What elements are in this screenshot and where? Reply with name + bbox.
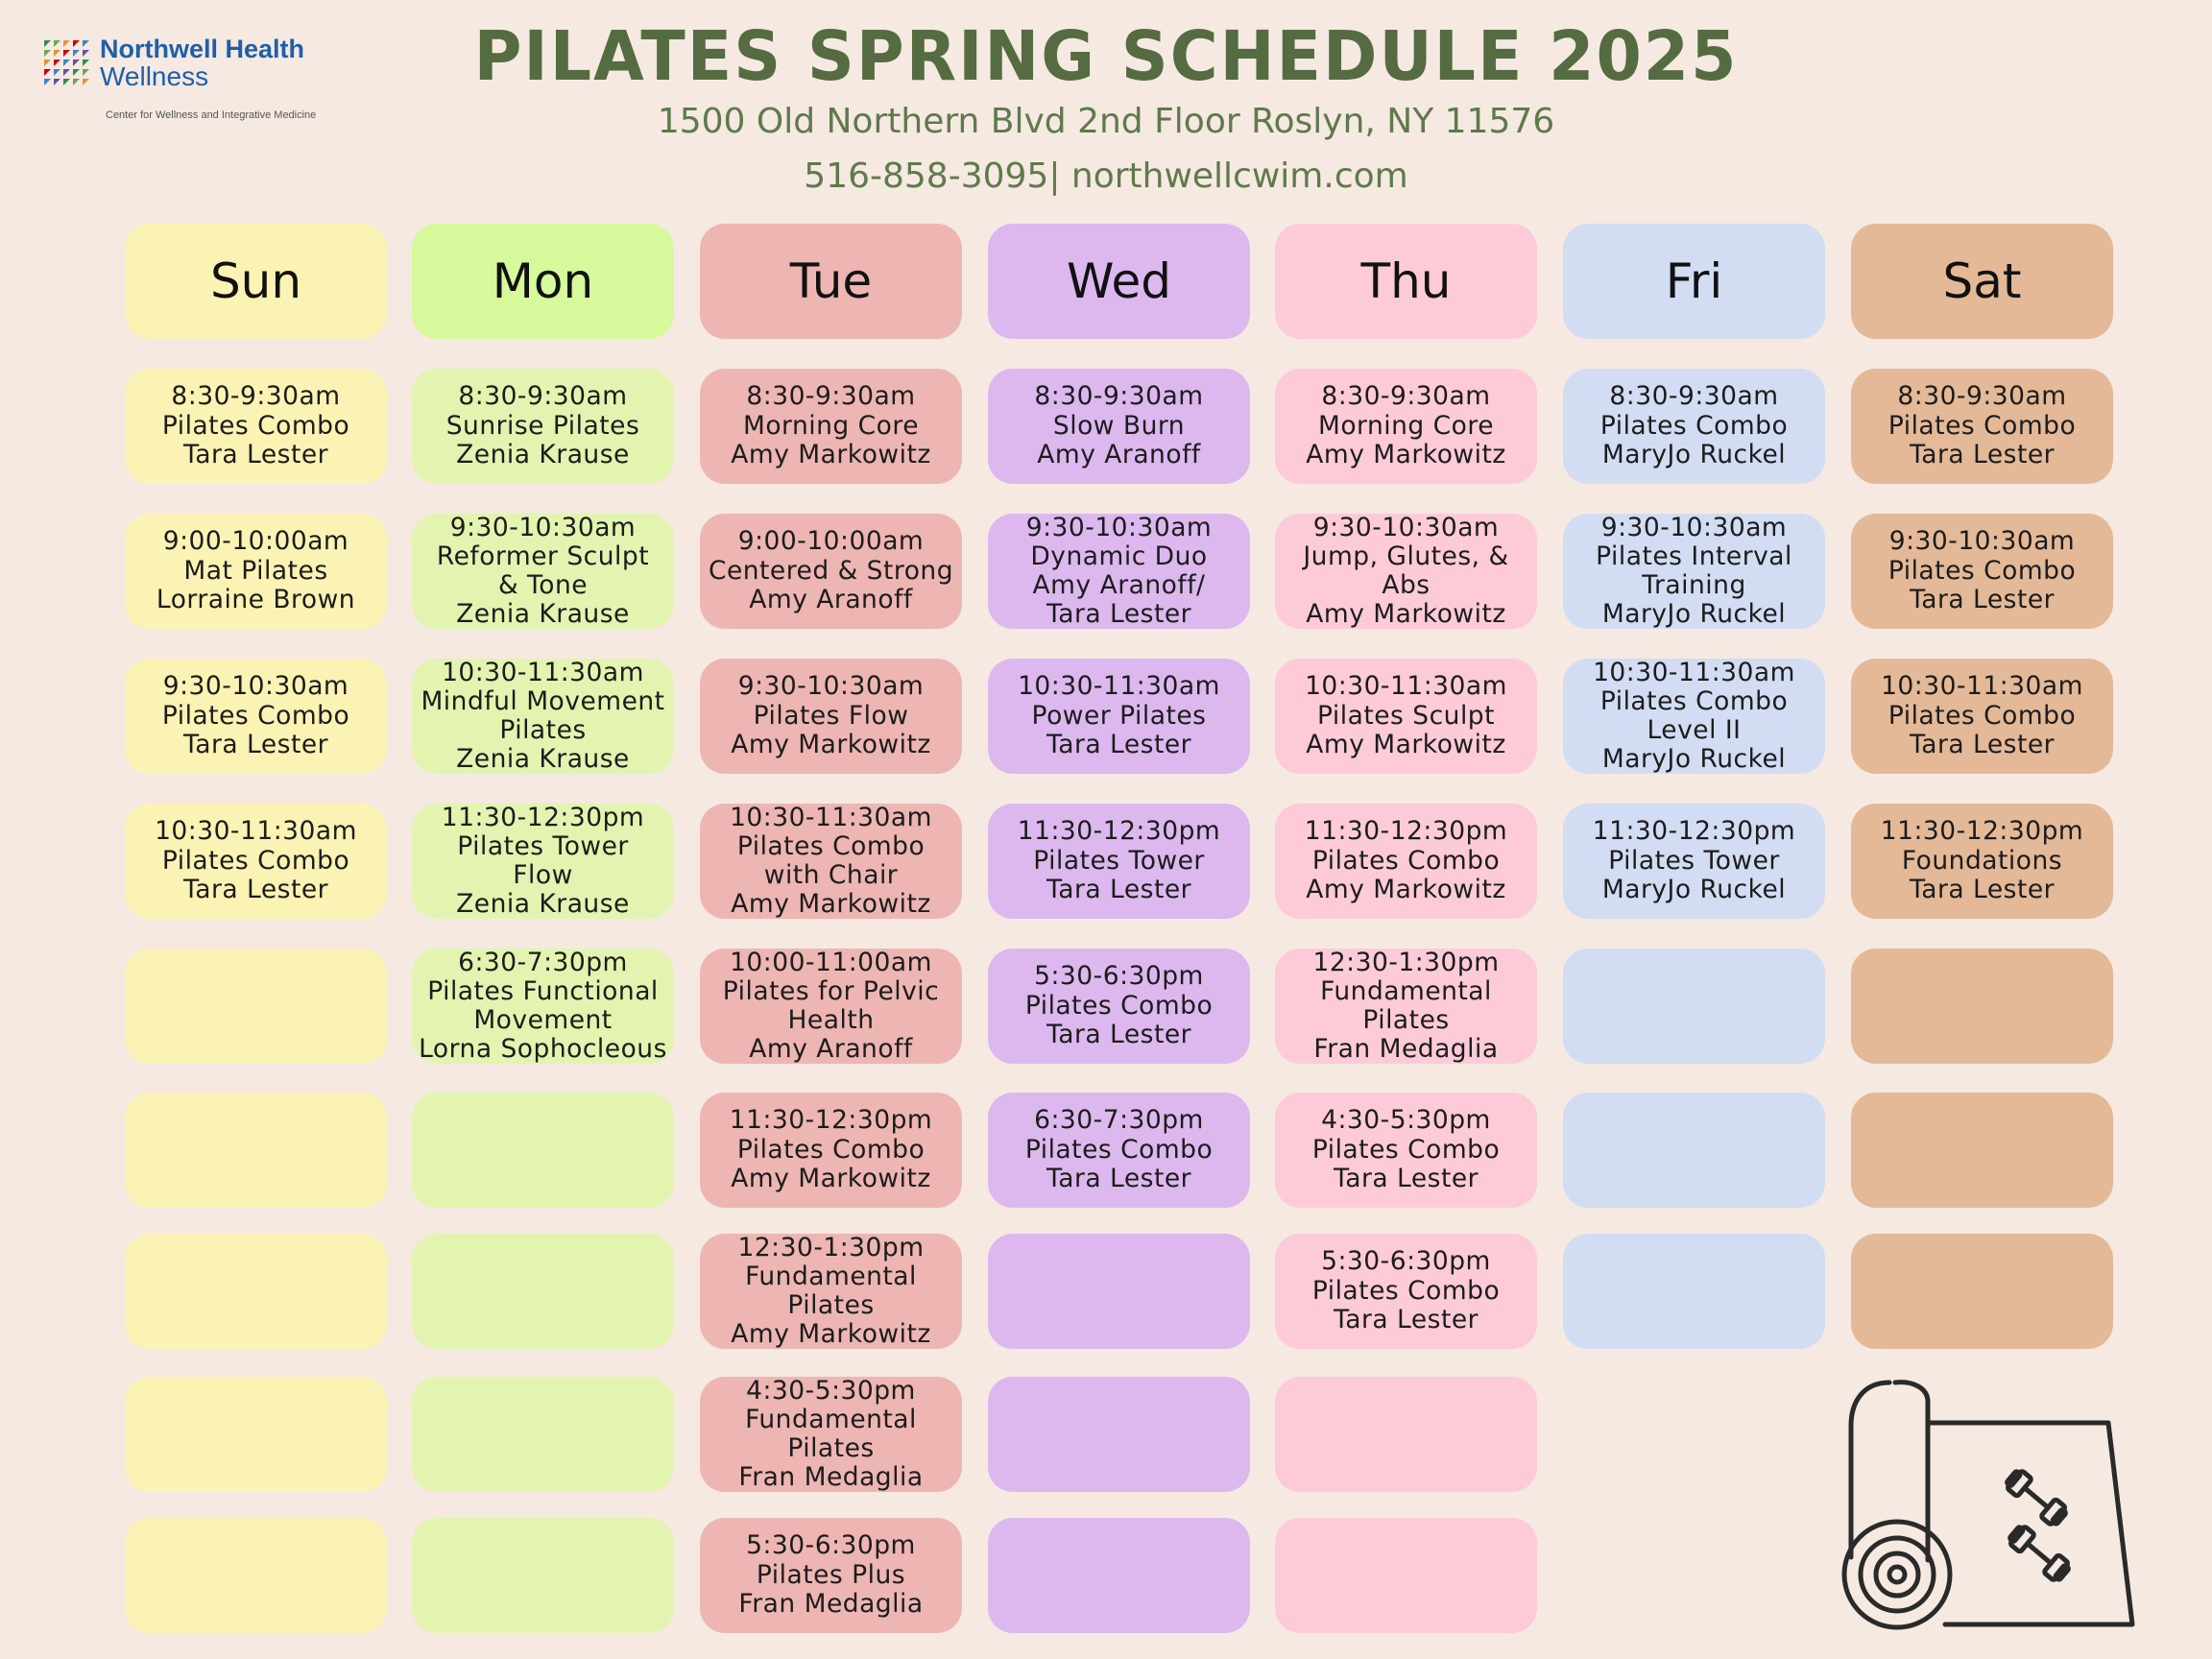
class-slot bbox=[412, 659, 674, 774]
class-instructor: Lorna Sophocleous bbox=[419, 1034, 667, 1064]
class-time: 12:30-1:30pm bbox=[737, 1234, 925, 1262]
class-name: Slow Burn bbox=[1052, 410, 1186, 441]
class-slot bbox=[1563, 804, 1825, 919]
class-name: Pilates Combo bbox=[1599, 410, 1789, 441]
class-name: Pilates Tower bbox=[457, 831, 629, 861]
class-time: 10:30-11:30am bbox=[1018, 671, 1220, 702]
class-slot bbox=[125, 514, 387, 629]
class-name: Reformer Sculpt bbox=[436, 541, 650, 571]
class-slot bbox=[1851, 659, 2113, 774]
class-name: Pilates Plus bbox=[756, 1559, 906, 1590]
class-slot bbox=[988, 804, 1250, 919]
class-instructor: Amy Markowitz bbox=[1306, 599, 1506, 629]
class-name: Centered & Strong bbox=[708, 555, 954, 586]
class-name: Fundamental bbox=[745, 1262, 917, 1291]
class-slot bbox=[412, 369, 674, 484]
contact: 516-858-3095| northwellcwim.com bbox=[804, 156, 1408, 196]
class-time: 10:30-11:30am bbox=[155, 816, 357, 847]
class-name: Pilates bbox=[787, 1433, 875, 1463]
class-name: Fundamental bbox=[745, 1405, 917, 1434]
class-time: 4:30-5:30pm bbox=[746, 1377, 916, 1406]
class-name: Mat Pilates bbox=[183, 555, 328, 586]
empty-slot bbox=[125, 949, 387, 1064]
class-name: Pilates Sculpt bbox=[1316, 700, 1496, 731]
class-name: Pilates Combo bbox=[1024, 990, 1214, 1021]
empty-slot bbox=[125, 1234, 387, 1349]
class-name: Pilates Tower bbox=[1608, 845, 1780, 876]
class-instructor: Tara Lester bbox=[182, 730, 329, 760]
class-name: Pilates Interval bbox=[1596, 541, 1792, 571]
class-name: Fundamental bbox=[1320, 976, 1492, 1006]
class-time: 9:30-10:30am bbox=[737, 671, 925, 702]
class-instructor: Zenia Krause bbox=[456, 599, 630, 629]
class-instructor: Zenia Krause bbox=[456, 440, 630, 470]
class-instructor: Amy Markowitz bbox=[731, 889, 931, 919]
class-slot bbox=[700, 514, 962, 629]
class-slot bbox=[700, 949, 962, 1064]
empty-slot bbox=[412, 1234, 674, 1349]
class-time: 8:30-9:30am bbox=[1034, 381, 1204, 412]
class-time: 11:30-12:30pm bbox=[1017, 816, 1221, 847]
class-slot bbox=[1563, 659, 1825, 774]
class-time: 9:30-10:30am bbox=[162, 671, 349, 702]
logo-line1: Northwell Health bbox=[100, 35, 305, 63]
logo-tagline: Center for Wellness and Integrative Medicine bbox=[106, 109, 317, 121]
class-instructor: Tara Lester bbox=[1333, 1305, 1479, 1335]
class-instructor: Zenia Krause bbox=[456, 744, 630, 774]
class-time: 12:30-1:30pm bbox=[1312, 949, 1500, 977]
class-name: Morning Core bbox=[1317, 410, 1495, 441]
class-slot bbox=[125, 659, 387, 774]
class-name: Pilates Combo bbox=[1311, 1134, 1501, 1165]
class-name: Pilates Combo bbox=[1887, 555, 2077, 586]
class-instructor: Fran Medaglia bbox=[738, 1462, 924, 1492]
day-header-sat: Sat bbox=[1851, 224, 2113, 339]
class-name: Level II bbox=[1647, 715, 1742, 745]
class-instructor: Tara Lester bbox=[1909, 585, 2056, 615]
class-name: Dynamic Duo bbox=[1030, 541, 1208, 571]
class-slot bbox=[1851, 804, 2113, 919]
class-instructor: Tara Lester bbox=[1046, 1020, 1192, 1050]
class-time: 9:00-10:00am bbox=[162, 526, 349, 557]
class-time: 9:30-10:30am bbox=[1025, 514, 1213, 542]
class-instructor: Zenia Krause bbox=[456, 889, 630, 919]
day-header-fri: Fri bbox=[1563, 224, 1825, 339]
class-slot bbox=[412, 514, 674, 629]
class-instructor: Amy Aranoff bbox=[1037, 440, 1201, 470]
class-instructor: Tara Lester bbox=[182, 440, 329, 470]
class-instructor: Amy Aranoff bbox=[749, 1034, 913, 1064]
class-time: 10:30-11:30am bbox=[1593, 659, 1795, 687]
class-time: 9:30-10:30am bbox=[1312, 514, 1500, 542]
class-name: Pilates Combo bbox=[161, 700, 350, 731]
class-name: Pilates Combo bbox=[736, 831, 926, 861]
class-name: Training bbox=[1642, 570, 1746, 600]
class-instructor: Tara Lester bbox=[1909, 875, 2056, 905]
class-slot bbox=[700, 369, 962, 484]
class-time: 5:30-6:30pm bbox=[1321, 1246, 1491, 1277]
empty-slot bbox=[1851, 949, 2113, 1064]
class-slot bbox=[412, 804, 674, 919]
class-name: Pilates bbox=[1362, 1005, 1450, 1035]
class-slot bbox=[1275, 514, 1537, 629]
class-time: 9:30-10:30am bbox=[1888, 526, 2076, 557]
class-instructor: Amy Markowitz bbox=[731, 730, 931, 760]
day-header-wed: Wed bbox=[988, 224, 1250, 339]
class-slot bbox=[1275, 1234, 1537, 1349]
class-name: Pilates Combo bbox=[1311, 845, 1501, 876]
empty-slot bbox=[1275, 1518, 1537, 1633]
class-time: 11:30-12:30pm bbox=[729, 1105, 933, 1136]
class-slot bbox=[1275, 1093, 1537, 1208]
empty-slot bbox=[1563, 1093, 1825, 1208]
class-slot bbox=[988, 659, 1250, 774]
class-name: Pilates Combo bbox=[1599, 686, 1789, 716]
class-slot bbox=[988, 949, 1250, 1064]
class-time: 9:30-10:30am bbox=[449, 514, 637, 542]
empty-slot bbox=[1563, 949, 1825, 1064]
class-time: 11:30-12:30pm bbox=[1592, 816, 1796, 847]
class-slot bbox=[988, 369, 1250, 484]
class-instructor: Tara Lester bbox=[1046, 730, 1192, 760]
empty-slot bbox=[125, 1518, 387, 1633]
class-time: 8:30-9:30am bbox=[1609, 381, 1779, 412]
class-slot bbox=[700, 1234, 962, 1349]
class-name: & Tone bbox=[497, 570, 589, 600]
class-slot bbox=[988, 514, 1250, 629]
class-instructor: Tara Lester bbox=[182, 875, 329, 905]
empty-slot bbox=[1563, 1234, 1825, 1349]
class-slot bbox=[125, 804, 387, 919]
class-time: 8:30-9:30am bbox=[171, 381, 341, 412]
class-time: 6:30-7:30pm bbox=[1034, 1105, 1204, 1136]
class-instructor: Amy Markowitz bbox=[1306, 440, 1506, 470]
class-name: Pilates Combo bbox=[736, 1134, 926, 1165]
empty-slot bbox=[1851, 1234, 2113, 1349]
class-instructor: Amy Markowitz bbox=[731, 1319, 931, 1349]
class-name: Sunrise Pilates bbox=[445, 410, 640, 441]
class-slot bbox=[1851, 514, 2113, 629]
class-time: 5:30-6:30pm bbox=[746, 1530, 916, 1561]
class-slot bbox=[1275, 659, 1537, 774]
class-time: 10:30-11:30am bbox=[1305, 671, 1507, 702]
class-slot bbox=[700, 1377, 962, 1492]
class-slot bbox=[1563, 514, 1825, 629]
class-instructor: Tara Lester bbox=[1046, 599, 1192, 629]
class-instructor: Amy Aranoff bbox=[749, 585, 913, 615]
empty-slot bbox=[125, 1093, 387, 1208]
class-instructor: Amy Markowitz bbox=[1306, 730, 1506, 760]
class-name: Pilates Tower bbox=[1033, 845, 1205, 876]
class-instructor: Tara Lester bbox=[1909, 440, 2056, 470]
class-name: Flow bbox=[513, 860, 573, 890]
empty-slot bbox=[1851, 1093, 2113, 1208]
class-time: 9:00-10:00am bbox=[737, 526, 925, 557]
page-title: PILATES SPRING SCHEDULE 2025 bbox=[473, 17, 1739, 97]
empty-slot bbox=[988, 1377, 1250, 1492]
class-name: Pilates for Pelvic bbox=[722, 976, 940, 1006]
class-name: Power Pilates bbox=[1031, 700, 1207, 731]
logo-line2: Wellness bbox=[100, 61, 209, 91]
class-instructor: MaryJo Ruckel bbox=[1601, 440, 1787, 470]
class-instructor: Fran Medaglia bbox=[738, 1589, 924, 1620]
yoga-mat-dumbbells-icon bbox=[1839, 1373, 2137, 1634]
class-name: Movement bbox=[473, 1005, 613, 1035]
class-slot bbox=[125, 369, 387, 484]
class-name: Pilates Flow bbox=[753, 700, 909, 731]
class-name: Foundations bbox=[1901, 845, 2063, 876]
class-slot bbox=[700, 1518, 962, 1633]
class-name: Pilates Combo bbox=[1311, 1275, 1501, 1306]
class-time: 10:30-11:30am bbox=[1881, 671, 2083, 702]
class-name: Pilates bbox=[499, 715, 587, 745]
class-time: 8:30-9:30am bbox=[1897, 381, 2067, 412]
class-time: 11:30-12:30pm bbox=[441, 804, 645, 832]
class-name: Pilates Combo bbox=[161, 845, 350, 876]
class-instructor: Tara Lester bbox=[1046, 875, 1192, 905]
class-instructor: Amy Markowitz bbox=[731, 440, 931, 470]
class-slot bbox=[700, 659, 962, 774]
empty-slot bbox=[412, 1377, 674, 1492]
class-time: 9:30-10:30am bbox=[1600, 514, 1788, 542]
class-name: Pilates bbox=[787, 1290, 875, 1320]
class-time: 8:30-9:30am bbox=[458, 381, 628, 412]
class-slot bbox=[1275, 949, 1537, 1064]
class-instructor: Tara Lester bbox=[1909, 730, 2056, 760]
class-name: Jump, Glutes, & bbox=[1303, 541, 1509, 571]
class-slot bbox=[1563, 369, 1825, 484]
class-time: 10:30-11:30am bbox=[442, 659, 644, 687]
empty-slot bbox=[125, 1377, 387, 1492]
class-instructor: Amy Markowitz bbox=[1306, 875, 1506, 905]
class-instructor: Lorraine Brown bbox=[156, 585, 356, 615]
class-time: 6:30-7:30pm bbox=[458, 949, 628, 977]
class-slot bbox=[1275, 369, 1537, 484]
class-name: Morning Core bbox=[742, 410, 920, 441]
class-time: 11:30-12:30pm bbox=[1304, 816, 1508, 847]
class-time: 4:30-5:30pm bbox=[1321, 1105, 1491, 1136]
class-instructor: MaryJo Ruckel bbox=[1601, 744, 1787, 774]
class-time: 11:30-12:30pm bbox=[1880, 816, 2084, 847]
class-name: Pilates Combo bbox=[1887, 410, 2077, 441]
empty-slot bbox=[1275, 1377, 1537, 1492]
day-header-thu: Thu bbox=[1275, 224, 1537, 339]
class-instructor: MaryJo Ruckel bbox=[1601, 599, 1787, 629]
empty-slot bbox=[412, 1093, 674, 1208]
class-name: Pilates Combo bbox=[1887, 700, 2077, 731]
class-time: 8:30-9:30am bbox=[746, 381, 916, 412]
class-name: with Chair bbox=[763, 860, 899, 890]
class-name: Mindful Movement bbox=[421, 686, 665, 716]
empty-slot bbox=[988, 1518, 1250, 1633]
class-time: 10:30-11:30am bbox=[730, 804, 932, 832]
empty-slot bbox=[988, 1234, 1250, 1349]
class-slot bbox=[700, 1093, 962, 1208]
address: 1500 Old Northern Blvd 2nd Floor Roslyn, NY 11576 bbox=[657, 102, 1555, 141]
class-slot bbox=[700, 804, 962, 919]
class-name: Pilates Combo bbox=[161, 410, 350, 441]
empty-slot bbox=[412, 1518, 674, 1633]
class-slot bbox=[1275, 804, 1537, 919]
day-header-tue: Tue bbox=[700, 224, 962, 339]
class-instructor: Tara Lester bbox=[1333, 1164, 1479, 1194]
class-name: Abs bbox=[1382, 570, 1431, 600]
class-name: Pilates Combo bbox=[1024, 1134, 1214, 1165]
class-name: Amy Aranoff/ bbox=[1032, 570, 1206, 600]
class-instructor: Amy Markowitz bbox=[731, 1164, 931, 1194]
class-instructor: Tara Lester bbox=[1046, 1164, 1192, 1194]
class-slot bbox=[1851, 369, 2113, 484]
day-header-sun: Sun bbox=[125, 224, 387, 339]
class-slot bbox=[412, 949, 674, 1064]
class-instructor: Fran Medaglia bbox=[1313, 1034, 1499, 1064]
class-time: 10:00-11:00am bbox=[730, 949, 932, 977]
class-time: 5:30-6:30pm bbox=[1034, 961, 1204, 992]
class-time: 8:30-9:30am bbox=[1321, 381, 1491, 412]
class-name: Health bbox=[787, 1005, 875, 1035]
day-header-mon: Mon bbox=[412, 224, 674, 339]
class-instructor: MaryJo Ruckel bbox=[1601, 875, 1787, 905]
class-slot bbox=[988, 1093, 1250, 1208]
class-name: Pilates Functional bbox=[427, 976, 659, 1006]
